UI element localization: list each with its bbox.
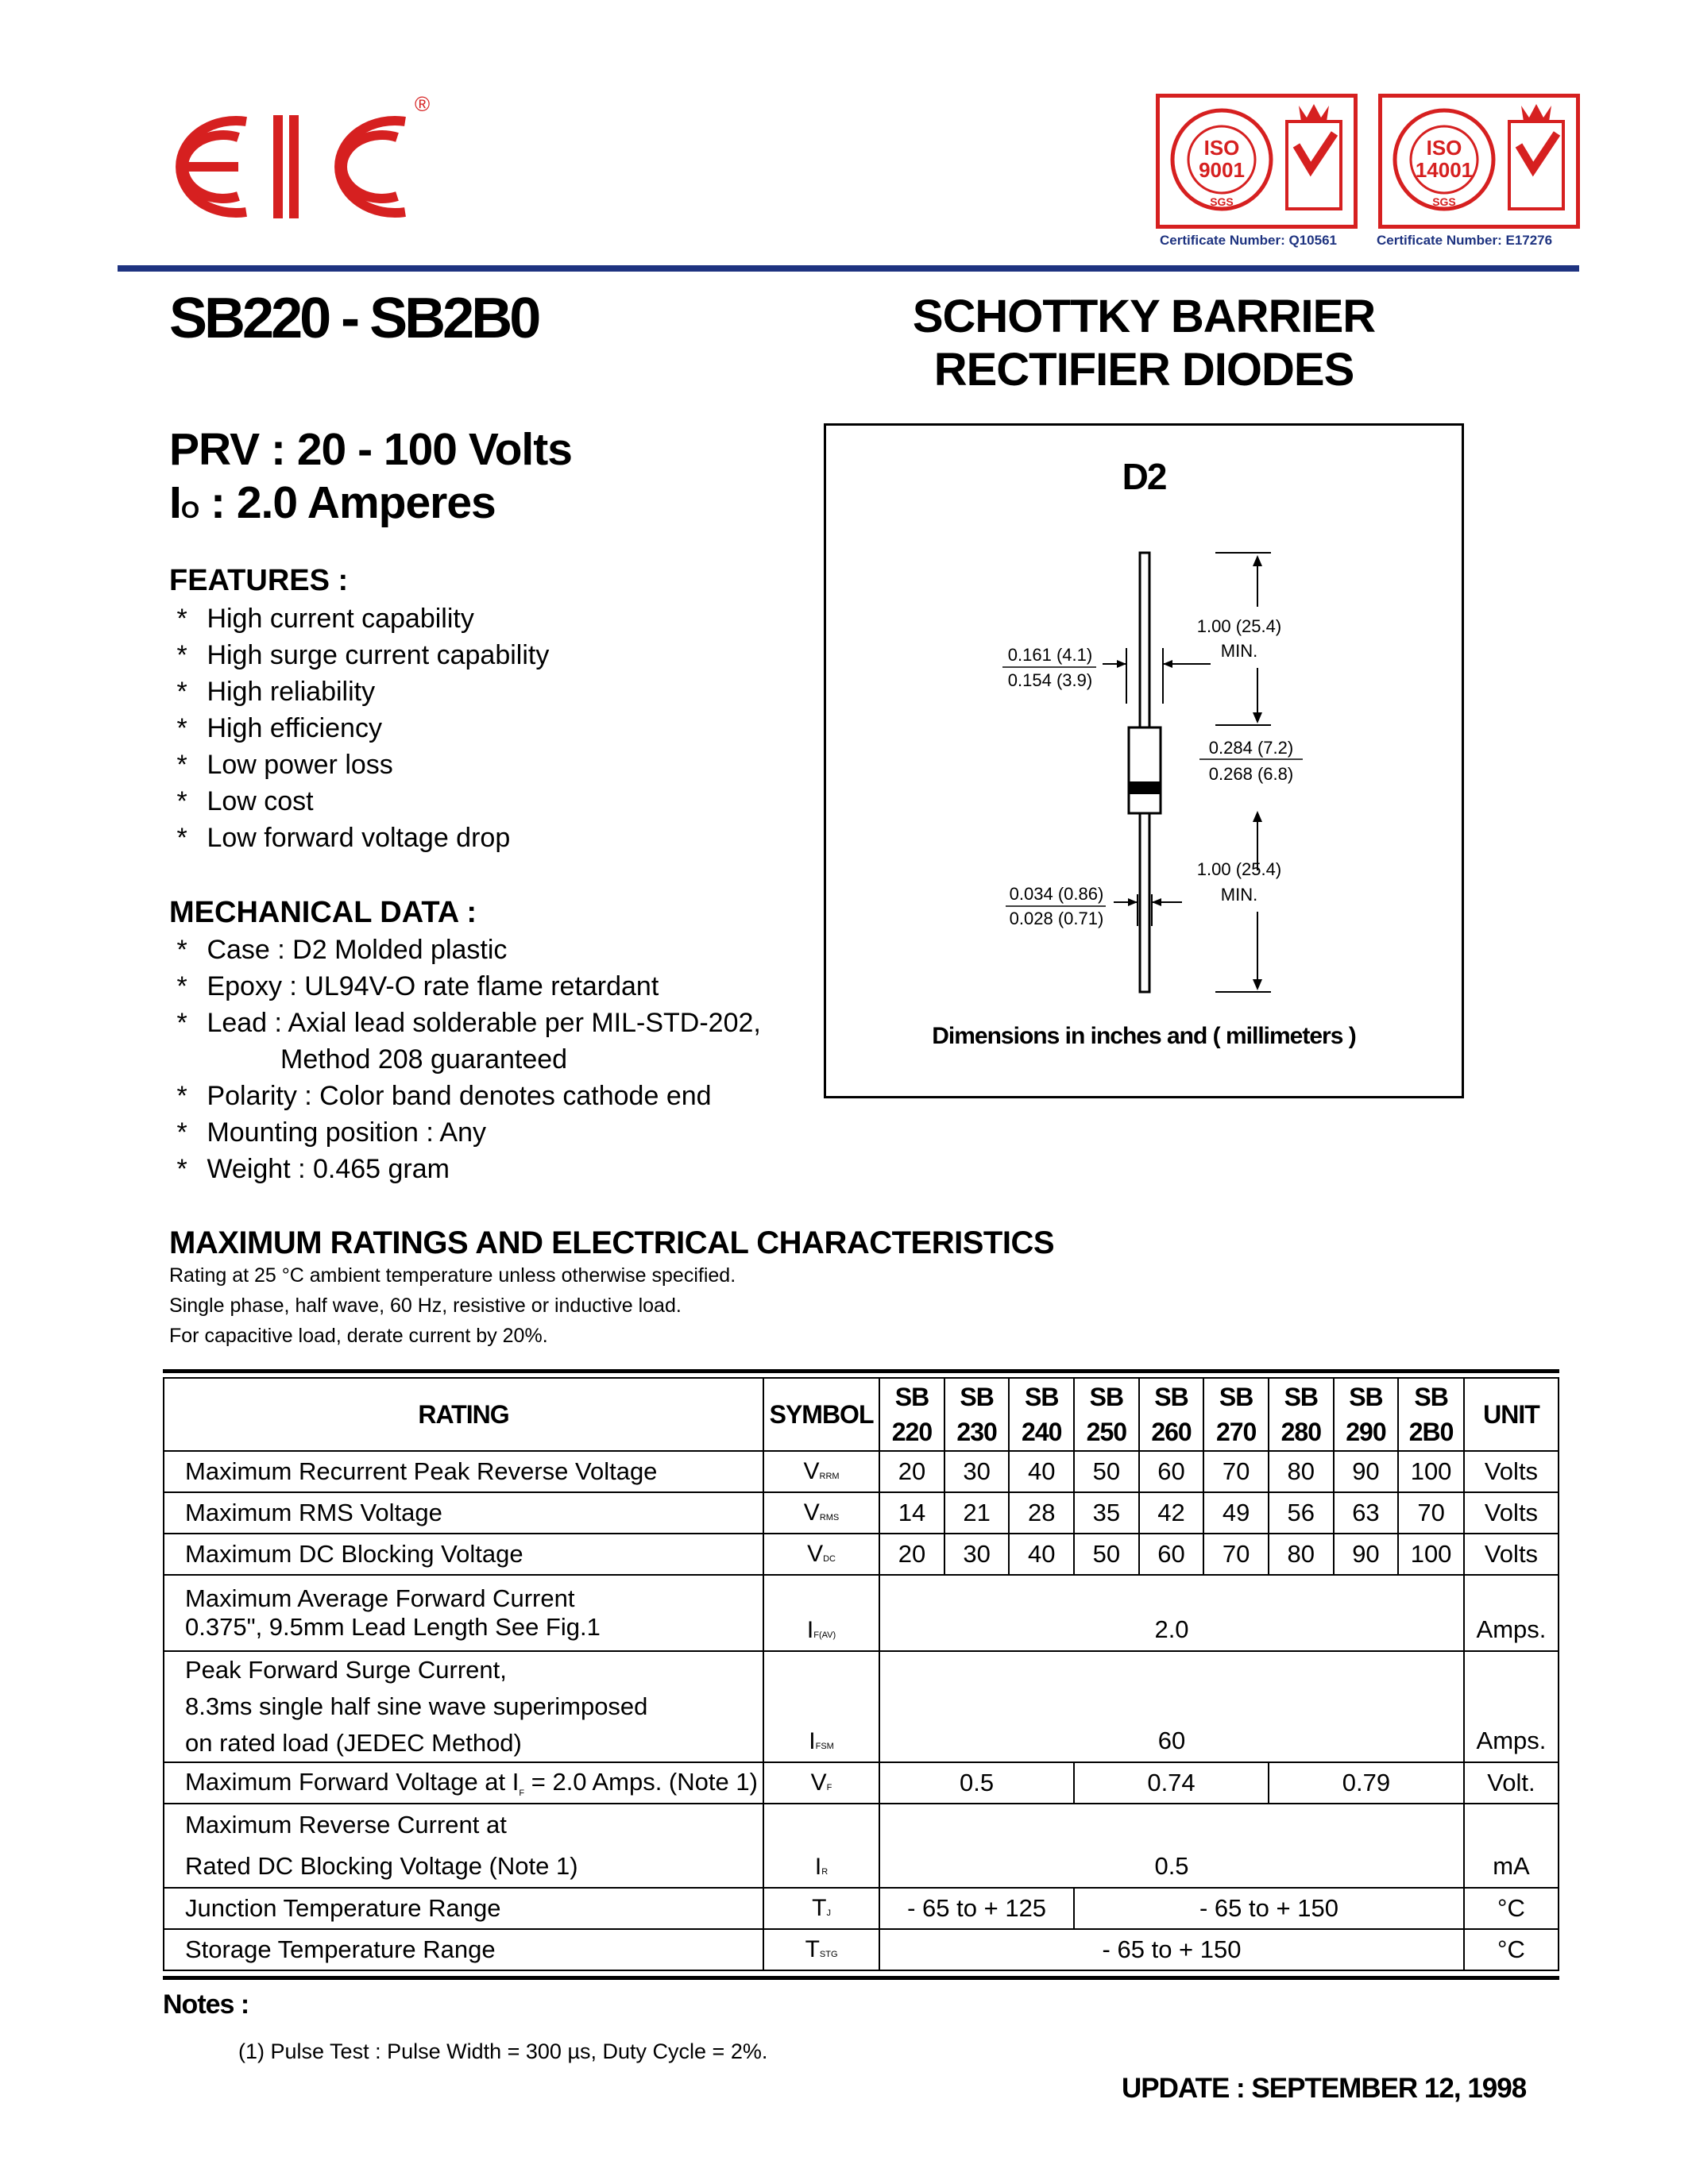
crown-icon	[1299, 104, 1329, 122]
feature-item: * High reliability	[169, 677, 376, 707]
part-numbers: SB220 - SB2B0	[169, 287, 539, 350]
svg-text:0.034 (0.86): 0.034 (0.86)	[1009, 884, 1104, 904]
package-label: D2	[1122, 456, 1166, 497]
ratings-note: Single phase, half wave, 60 Hz, resistive or inductive load.	[169, 1295, 682, 1317]
features-heading: FEATURES :	[169, 564, 349, 597]
mechanical-item: * Epoxy : UL94V-O rate flame retardant	[169, 971, 659, 1001]
cert-number-q: Certificate Number: Q10561	[1160, 233, 1337, 248]
iso-14001-badge	[1378, 94, 1580, 229]
sgs-label: SGS	[1210, 195, 1234, 208]
crown-icon	[1521, 104, 1551, 122]
svg-text:0.161 (4.1): 0.161 (4.1)	[1007, 645, 1093, 665]
iso-number: 14001	[1415, 158, 1474, 182]
header-model: SB 290	[1334, 1378, 1399, 1451]
feature-item: * Low power loss	[169, 750, 393, 780]
cert-number-e: Certificate Number: E17276	[1377, 233, 1553, 248]
header-rating: RATING	[164, 1378, 763, 1451]
table-row: Maximum RMS Voltage VRMS 14 21 28 35 42 49 56 63 70 Volts	[164, 1492, 1559, 1534]
feature-item: * High current capability	[169, 604, 474, 634]
sgs-label: SGS	[1432, 195, 1456, 208]
table-row: Peak Forward Surge Current, 8.3ms single half sine wave superimposed on rated load (JEDEC Method) IFSM 60 Amps.	[164, 1651, 1559, 1762]
table-row: Maximum Recurrent Peak Reverse Voltage VRRM 20 30 40 50 60 70 80 90 100 Volts	[164, 1451, 1559, 1492]
feature-item: * High efficiency	[169, 713, 382, 743]
io-spec: IO : 2.0 Amperes	[169, 477, 496, 528]
header-model: SB 250	[1074, 1378, 1139, 1451]
table-row: Storage Temperature Range TSTG - 65 to + 150 °C	[164, 1929, 1559, 1970]
header-model: SB 220	[879, 1378, 944, 1451]
svg-text:0.268 (6.8): 0.268 (6.8)	[1208, 764, 1294, 784]
note-item: (1) Pulse Test : Pulse Width = 300 µs, Duty Cycle = 2%.	[238, 2039, 768, 2063]
header-model: SB 270	[1203, 1378, 1269, 1451]
mechanical-item: * Case : D2 Molded plastic	[169, 935, 508, 965]
header-model: SB 260	[1139, 1378, 1204, 1451]
table-top-rule	[163, 1369, 1559, 1373]
svg-text:0.154 (3.9): 0.154 (3.9)	[1007, 670, 1093, 690]
iso-number: 9001	[1199, 158, 1245, 182]
package-diagram	[824, 423, 1464, 1098]
mechanical-heading: MECHANICAL DATA :	[169, 896, 477, 929]
ratings-table	[163, 1377, 1559, 1971]
notes-heading: Notes :	[163, 1989, 249, 2020]
diode-body	[1129, 727, 1161, 813]
table-row: Maximum DC Blocking Voltage VDC 20 30 40 50 60 70 80 90 100 Volts	[164, 1534, 1559, 1575]
svg-text:1.00 (25.4): 1.00 (25.4)	[1196, 859, 1282, 879]
table-row: Maximum Average Forward Current 0.375", 9.5mm Lead Length See Fig.1 IF(AV) 2.0 Amps.	[164, 1575, 1559, 1651]
svg-text:0.028 (0.71): 0.028 (0.71)	[1009, 909, 1104, 928]
iso-9001-badge	[1156, 94, 1358, 229]
top-lead	[1140, 553, 1149, 727]
title-line1: SCHOTTKY BARRIER	[912, 291, 1376, 342]
iso-label: ISO	[1203, 136, 1240, 160]
feature-item: * Low cost	[169, 786, 314, 816]
svg-text:1.00 (25.4): 1.00 (25.4)	[1196, 616, 1282, 636]
header-unit: UNIT	[1464, 1378, 1559, 1451]
feature-item: * High surge current capability	[169, 640, 550, 670]
header-model: SB 280	[1269, 1378, 1334, 1451]
svg-text:0.284 (7.2): 0.284 (7.2)	[1208, 738, 1294, 758]
title-line2: RECTIFIER DIODES	[933, 344, 1354, 396]
mechanical-item: Method 208 guaranteed	[280, 1044, 568, 1075]
dimension-caption: Dimensions in inches and ( millimeters )	[932, 1023, 1356, 1049]
d2-outline-drawing	[826, 426, 1462, 1096]
update-date: UPDATE : SEPTEMBER 12, 1998	[1122, 2073, 1527, 2104]
bottom-lead	[1140, 813, 1149, 992]
svg-text:MIN.: MIN.	[1220, 641, 1258, 661]
header-model: SB 2B0	[1398, 1378, 1464, 1451]
cathode-band	[1129, 781, 1161, 794]
table-row: Maximum Reverse Current at Rated DC Blocking Voltage (Note 1) IR 0.5 mA	[164, 1804, 1559, 1888]
header-model: SB 230	[944, 1378, 1010, 1451]
mechanical-item: * Polarity : Color band denotes cathode end	[169, 1081, 712, 1111]
eic-logo	[151, 99, 421, 234]
table-header-row	[164, 1378, 1559, 1451]
iso-label: ISO	[1426, 136, 1462, 160]
prv-spec: PRV : 20 - 100 Volts	[169, 424, 572, 475]
table-row: Maximum Forward Voltage at $I_F = 2.0$ Amps. (Note 1) VF 0.5 0.74 0.79 Volt.	[164, 1762, 1559, 1804]
mechanical-item: * Mounting position : Any	[169, 1117, 487, 1148]
header-symbol: SYMBOL	[763, 1378, 879, 1451]
ratings-note: Rating at 25 °C ambient temperature unless otherwise specified.	[169, 1264, 736, 1287]
header-model: SB 240	[1009, 1378, 1074, 1451]
table-row: Junction Temperature Range TJ - 65 to + 125 - 65 to + 150 °C	[164, 1888, 1559, 1929]
registered-mark: ®	[415, 92, 431, 116]
mechanical-item: * Weight : 0.465 gram	[169, 1154, 450, 1184]
ratings-title: MAXIMUM RATINGS AND ELECTRICAL CHARACTERISTICS	[169, 1225, 1055, 1260]
feature-item: * Low forward voltage drop	[169, 823, 511, 853]
header-rule	[118, 265, 1579, 272]
mechanical-item: * Lead : Axial lead solderable per MIL-STD-202,	[169, 1008, 761, 1038]
svg-text:MIN.: MIN.	[1220, 885, 1258, 905]
table-bottom-rule	[163, 1976, 1559, 1980]
ratings-note: For capacitive load, derate current by 20%.	[169, 1325, 548, 1347]
